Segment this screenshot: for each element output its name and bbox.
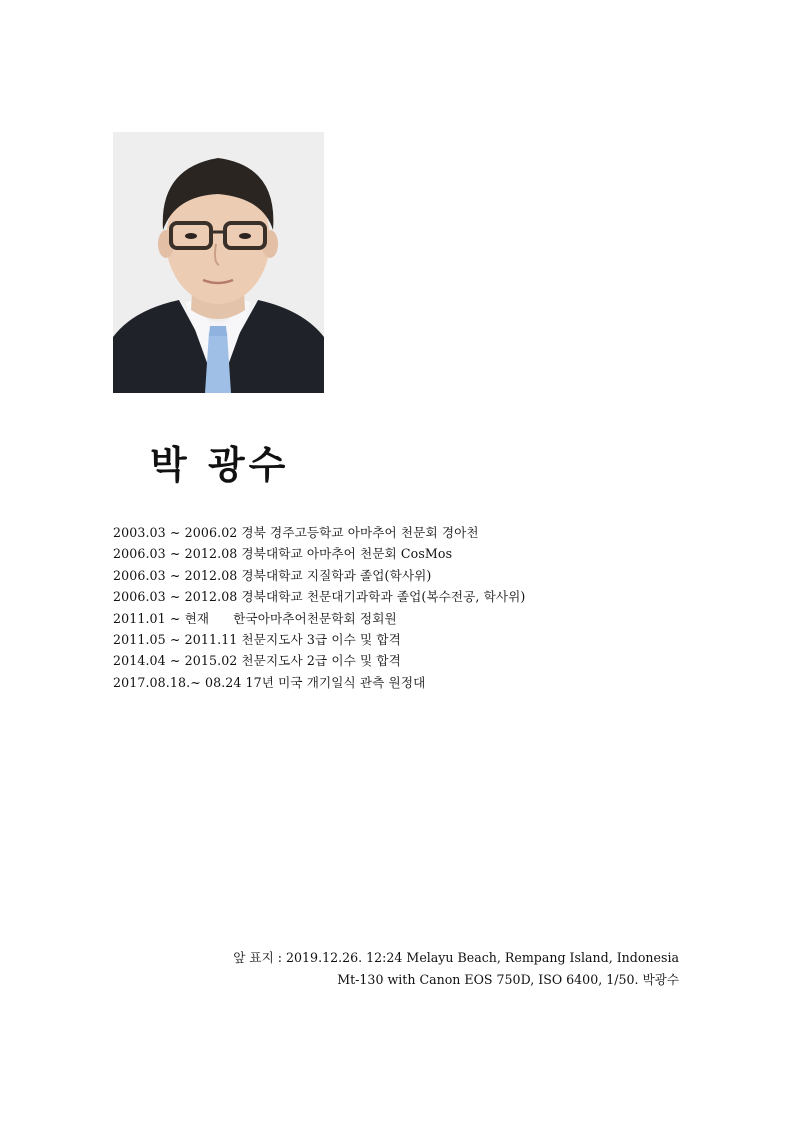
person-name: 박 광수 [150, 443, 290, 487]
career-item [113, 629, 525, 650]
career-list [113, 522, 525, 693]
career-desc: 경북대학교 지질학과 졸업(학사위) [241, 567, 432, 583]
career-desc: 경북대학교 아마추어 천문회 CosMos [241, 546, 453, 562]
career-desc: 천문지도사 2급 이수 및 합격 [241, 653, 401, 669]
career-desc: 한국아마추어천문학회 정회원 [233, 610, 397, 626]
career-desc: 경북대학교 천문대기과학과 졸업(복수전공, 학사위) [241, 589, 526, 605]
portrait-photo [113, 132, 324, 393]
career-item [113, 608, 525, 629]
caption-line-2: Mt-130 with Canon EOS 750D, ISO 6400, 1/50. 박광수 [337, 972, 679, 987]
cover-photo-caption [233, 947, 679, 991]
career-item [113, 543, 525, 564]
career-desc: 17년 미국 개기일식 관측 원정대 [245, 674, 426, 690]
career-period: 2014.04 ~ 2015.02 [113, 653, 238, 669]
career-period: 2011.05 ~ 2011.11 [113, 631, 238, 647]
career-period: 2006.03 ~ 2012.08 [113, 567, 238, 583]
career-period: 2017.08.18.~ 08.24 [113, 674, 242, 690]
career-desc: 천문지도사 3급 이수 및 합격 [241, 631, 401, 647]
career-period: 2011.01 ~ 현재 [113, 610, 210, 626]
career-item [113, 650, 525, 671]
career-item [113, 565, 525, 586]
career-desc: 경북 경주고등학교 아마추어 천문회 경아천 [241, 525, 479, 540]
career-item [113, 586, 525, 607]
career-period: 2006.03 ~ 2012.08 [113, 589, 238, 605]
career-item [113, 522, 525, 543]
career-period: 2003.03 ~ 2006.02 [113, 525, 238, 540]
caption-line-1: 앞 표지 : 2019.12.26. 12:24 Melayu Beach, Rempang Island, Indonesia [233, 950, 679, 965]
career-item [113, 672, 525, 693]
career-period: 2006.03 ~ 2012.08 [113, 546, 238, 562]
person-photo-icon [113, 132, 324, 393]
